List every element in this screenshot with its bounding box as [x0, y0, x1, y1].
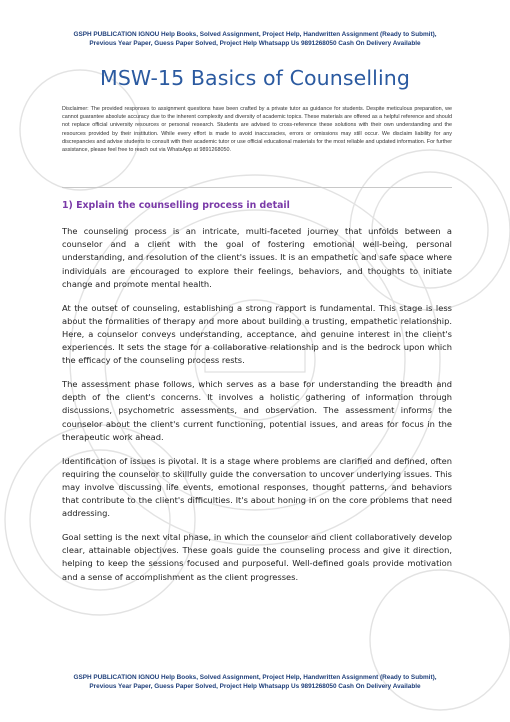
question-heading: 1) Explain the counselling process in detail — [62, 200, 290, 211]
paragraph: The assessment phase follows, which serves as a base for understanding the breadth and depth of the client's concerns. It involves a holistic gathering of information through discussions, psychometric assessments, and observation. The assessment informs the counselor about the client's current functioning, potential issues, and areas for focus in the therapeutic work ahead. — [62, 379, 452, 442]
footer-line-2: Previous Year Paper, Guess Paper Solved, Project Help Whatsapp Us 9891268050 Cash On Delivery Available — [89, 683, 421, 690]
header-banner — [40, 30, 470, 48]
paragraph: The counseling process is an intricate, multi-faceted journey that unfolds between a counselor and a client with the goal of fostering emotional well-being, personal understanding, and resolution of the client's issues. It is an empathetic and safe space where individuals are encouraged to explore their feelings, behaviors, and thoughts to initiate change and promote mental health. — [62, 226, 452, 289]
answer-body — [62, 225, 452, 594]
section-divider — [62, 187, 452, 188]
header-line-2: Previous Year Paper, Guess Paper Solved, Project Help Whatsapp Us 9891268050 Cash On Delivery Available — [89, 40, 421, 47]
footer-banner — [40, 673, 470, 691]
paragraph: Identification of issues is pivotal. It is a stage where problems are clarified and defined, often requiring the counselor to skillfully guide the conversation to uncover underlying issues. This may involve discussing life events, emotional responses, thought patterns, and behaviors that contribute to the client's difficulties. It's about honing in on the core problems that need addressing. — [62, 455, 452, 519]
footer-line-1: GSPH PUBLICATION IGNOU Help Books, Solved Assignment, Project Help, Handwritten Assignment (Ready to Submit), — [73, 674, 437, 681]
paragraph: At the outset of counseling, establishing a strong rapport is fundamental. This stage is less about the formalities of therapy and more about building a trusting, empathetic relationship. Here, a counselor conveys understanding, acceptance, and genuine interest in the client's experiences. It sets the stage for a collaborative relationship and is the bedrock upon which the efficacy of the counseling process rests. — [62, 302, 452, 366]
paragraph: Goal setting is the next vital phase, in which the counselor and client collaboratively develop clear, attainable objectives. These goals guide the counseling process and give it direction, helping to keep the sessions focused and purposeful. Well-defined goals provide motivation and a sense of accomplishment as the client progresses. — [62, 532, 452, 582]
page-title: MSW-15 Basics of Counselling — [100, 66, 410, 90]
disclaimer-text: Disclaimer: The provided responses to assignment questions have been crafted by a private tutor as guidance for students. Despite meticulous preparation, we cannot guarantee absolute accuracy due to the inherent complexity and diversity of academic topics. These materials are offered as a helpful reference and should not replace official university resources or personal research. Students are advised to cross-reference these solutions with their own understanding and the resources provided by their institution. While every effort is made to avoid inaccuracies, errors or omissions may still occur. We disclaim liability for any discrepancies and advise students to consult with their academic tutor or use official educational materials for the most reliable and updated information. For further assistance, please feel free to reach out via WhatsApp at 9891268050. — [62, 106, 452, 154]
header-line-1: GSPH PUBLICATION IGNOU Help Books, Solved Assignment, Project Help, Handwritten Assignment (Ready to Submit), — [73, 31, 437, 38]
